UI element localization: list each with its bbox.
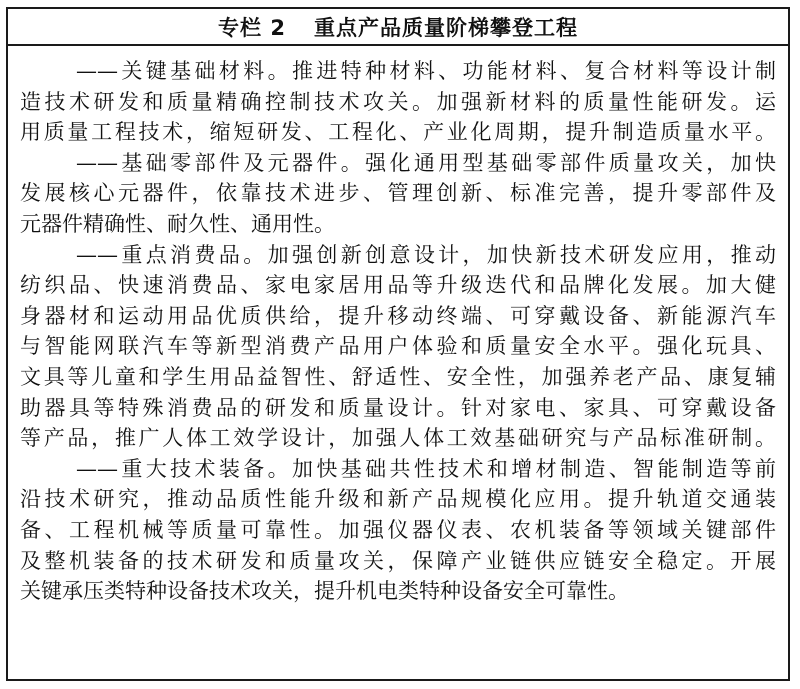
paragraph-line: ——重点消费品。加强创新创意设计，加快新技术研发应用，推动	[76, 242, 776, 267]
paragraph-line: 造技术研发和质量精确控制技术攻关。加强新材料的质量性能研发。运	[20, 89, 776, 114]
box-label: 专栏 2	[218, 15, 286, 40]
paragraph-line: ——重大技术装备。加快基础共性技术和增材制造、智能制造等前	[76, 456, 776, 481]
paragraph-line: 发展核心元器件，依靠技术进步、管理创新、标准完善，提升零部件及	[20, 181, 776, 206]
paragraph-line: ——关键基础材料。推进特种材料、功能材料、复合材料等设计制	[76, 59, 776, 83]
paragraph-line: 沿技术研究，推动品质性能升级和新产品规模化应用。提升轨道交通装	[20, 487, 776, 512]
paragraph-line: 及整机装备的技术研发和质量攻关，保障产业链供应链安全稳定。开展	[20, 548, 776, 573]
box-title: 重点产品质量阶梯攀登工程	[313, 15, 578, 40]
paragraph-line: 身器材和运动用品优质供给，提升移动终端、可穿戴设备、新能源汽车	[20, 303, 776, 328]
paragraph-line: 文具等儿童和学生用品益智性、舒适性、安全性，加强养老产品、康复辅	[20, 364, 776, 389]
paragraph-line: ——基础零部件及元器件。强化通用型基础零部件质量攻关，加快	[76, 150, 776, 175]
paragraph-line: 用质量工程技术，缩短研发、工程化、产业化周期，提升制造质量水平。	[20, 120, 776, 145]
paragraph-line: 关键承压类特种设备技术攻关，提升机电类特种设备安全可靠性。	[20, 579, 629, 604]
box-header	[8, 9, 788, 46]
paragraph-line: 元器件精确性、耐久性、通用性。	[20, 211, 335, 236]
box-body	[8, 46, 788, 607]
paragraph-line: 与智能网联汽车等新型消费产品用户体验和质量安全水平。强化玩具、	[20, 334, 776, 359]
paragraph-line: 备、工程机械等质量可靠性。加强仪器仪表、农机装备等领域关键部件	[20, 517, 776, 542]
feature-box	[6, 7, 790, 681]
paragraph-line: 助器具等特殊消费品的研发和质量设计。针对家电、家具、可穿戴设备	[20, 395, 776, 420]
paragraph-line: 等产品，推广人体工效学设计，加强人体工效基础研究与产品标准研制。	[20, 426, 776, 451]
paragraph-line: 纺织品、快速消费品、家电家居用品等升级迭代和品牌化发展。加大健	[20, 273, 776, 298]
